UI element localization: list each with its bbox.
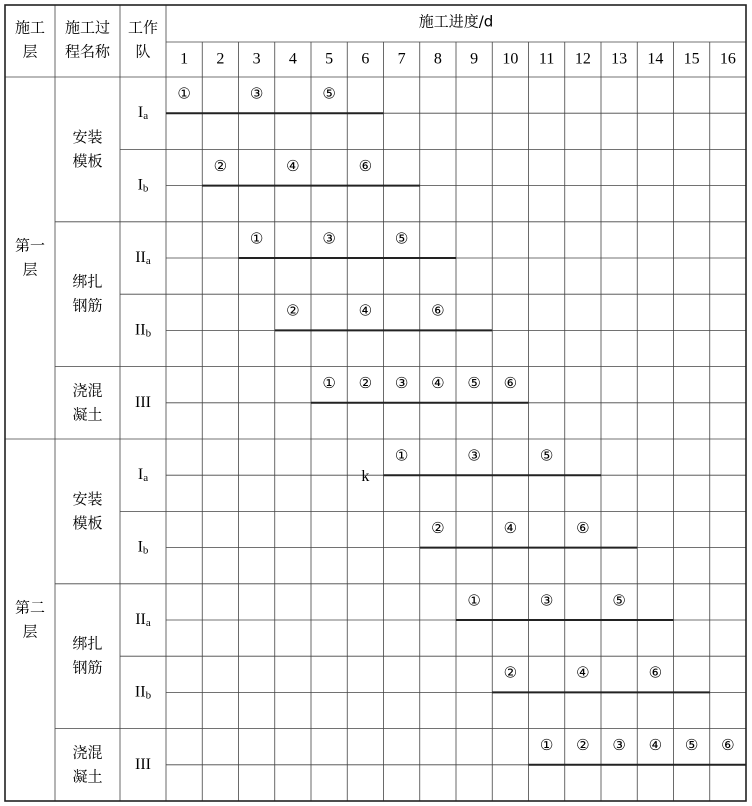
process-name: 钢筋 (72, 658, 103, 677)
header-team-label: 队 (135, 42, 151, 61)
team-label (138, 466, 148, 484)
team-label-sub: a (143, 109, 149, 122)
team-label-sub: b (142, 182, 149, 195)
day-number-9: 9 (470, 50, 479, 68)
section-marker: ⑤ (467, 374, 481, 393)
section-marker: ① (467, 591, 481, 610)
section-marker: ④ (503, 518, 518, 537)
header-process-label: 施工过 (64, 18, 111, 37)
team-label-sub: b (145, 326, 152, 339)
process-name: 模板 (72, 151, 103, 170)
day-number-11: 11 (538, 50, 555, 68)
team-label-main: I (137, 465, 144, 483)
team-label-main: I (137, 103, 144, 121)
team-label-sub: a (145, 254, 151, 267)
team-label (138, 176, 149, 194)
team-label (135, 683, 152, 701)
process-name: 浇混 (72, 381, 103, 400)
day-number-16: 16 (719, 50, 736, 68)
process-name: 凝土 (72, 767, 103, 786)
team-label-main: I (137, 538, 143, 556)
process-name: 凝土 (72, 405, 103, 424)
team-label-sub: a (145, 616, 151, 629)
section-marker: ⑤ (322, 84, 336, 103)
section-marker: ② (431, 518, 445, 537)
team-label-main: III (135, 755, 151, 773)
section-marker: ⑥ (576, 518, 590, 537)
section-marker: ⑥ (358, 156, 373, 175)
day-number-12: 12 (574, 50, 591, 68)
section-marker: ④ (358, 301, 373, 320)
process-name: 浇混 (72, 743, 103, 762)
layer-name: 层 (22, 260, 38, 279)
section-marker: ⑤ (684, 736, 699, 755)
team-label-main: II (134, 683, 146, 701)
section-marker: ③ (394, 374, 409, 393)
process-name: 模板 (72, 513, 103, 532)
process-name: 绑扎 (72, 272, 103, 291)
day-number-8: 8 (433, 50, 442, 68)
day-number-6: 6 (361, 50, 370, 68)
day-number-7: 7 (397, 50, 406, 68)
layer-name: 第二 (14, 598, 46, 617)
section-marker: ② (503, 663, 518, 682)
section-marker: ④ (431, 374, 445, 393)
team-label (135, 755, 151, 772)
process-name: 安装 (72, 489, 103, 508)
section-marker: ③ (322, 229, 336, 248)
layer-name: 层 (22, 622, 38, 641)
section-marker: ⑤ (612, 591, 626, 610)
team-label (135, 321, 152, 339)
section-marker: ④ (648, 736, 663, 755)
section-marker: ② (358, 374, 373, 393)
header-team-label: 工作 (127, 18, 159, 37)
header-layer-label: 施工 (14, 18, 46, 37)
team-label-main: II (135, 610, 146, 628)
section-marker: ② (286, 301, 300, 320)
section-marker: ① (394, 446, 409, 465)
team-label (138, 104, 148, 122)
section-marker: ⑥ (648, 663, 663, 682)
section-marker: ⑤ (394, 229, 409, 248)
day-number-10: 10 (502, 50, 519, 68)
team-label-main: II (134, 321, 146, 339)
day-number-1: 1 (180, 50, 189, 68)
section-marker: ① (322, 374, 336, 393)
section-marker: ③ (612, 736, 626, 755)
header-progress-title: 施工进度/d (418, 12, 494, 31)
team-label-main: I (137, 176, 143, 194)
section-marker: ① (539, 736, 554, 755)
section-marker: ⑥ (721, 736, 735, 755)
section-marker: ③ (249, 84, 264, 103)
section-marker: ① (249, 229, 264, 248)
team-label-sub: b (145, 688, 152, 701)
section-marker: ⑥ (503, 374, 518, 393)
team-label (135, 249, 151, 267)
process-name: 钢筋 (72, 296, 103, 315)
section-marker: ① (177, 84, 191, 103)
layer-name: 第一 (14, 236, 46, 255)
team-label-main: III (135, 393, 151, 411)
team-label-sub: b (142, 544, 149, 557)
section-marker: ③ (467, 446, 481, 465)
day-number-14: 14 (647, 50, 664, 68)
day-number-3: 3 (252, 50, 261, 68)
team-label (135, 611, 151, 629)
day-number-15: 15 (683, 50, 700, 68)
team-label-main: II (135, 248, 146, 266)
section-marker: ⑤ (539, 446, 554, 465)
day-number-4: 4 (288, 50, 297, 68)
section-marker: ② (576, 736, 590, 755)
process-name: 绑扎 (72, 634, 103, 653)
process-name: 安装 (72, 127, 103, 146)
section-marker: ④ (286, 156, 300, 175)
section-marker: ⑥ (431, 301, 445, 320)
section-marker: ③ (539, 591, 554, 610)
section-marker: ④ (576, 663, 590, 682)
team-label (135, 393, 151, 410)
team-label-sub: a (143, 471, 149, 484)
header-layer-label: 层 (22, 42, 38, 61)
day-number-13: 13 (611, 50, 628, 68)
interval-annotation: k (361, 467, 370, 485)
header-process-label: 程名称 (64, 42, 111, 61)
team-label (138, 538, 149, 556)
day-number-2: 2 (216, 50, 225, 68)
day-number-5: 5 (325, 50, 334, 68)
section-marker: ② (213, 156, 228, 175)
